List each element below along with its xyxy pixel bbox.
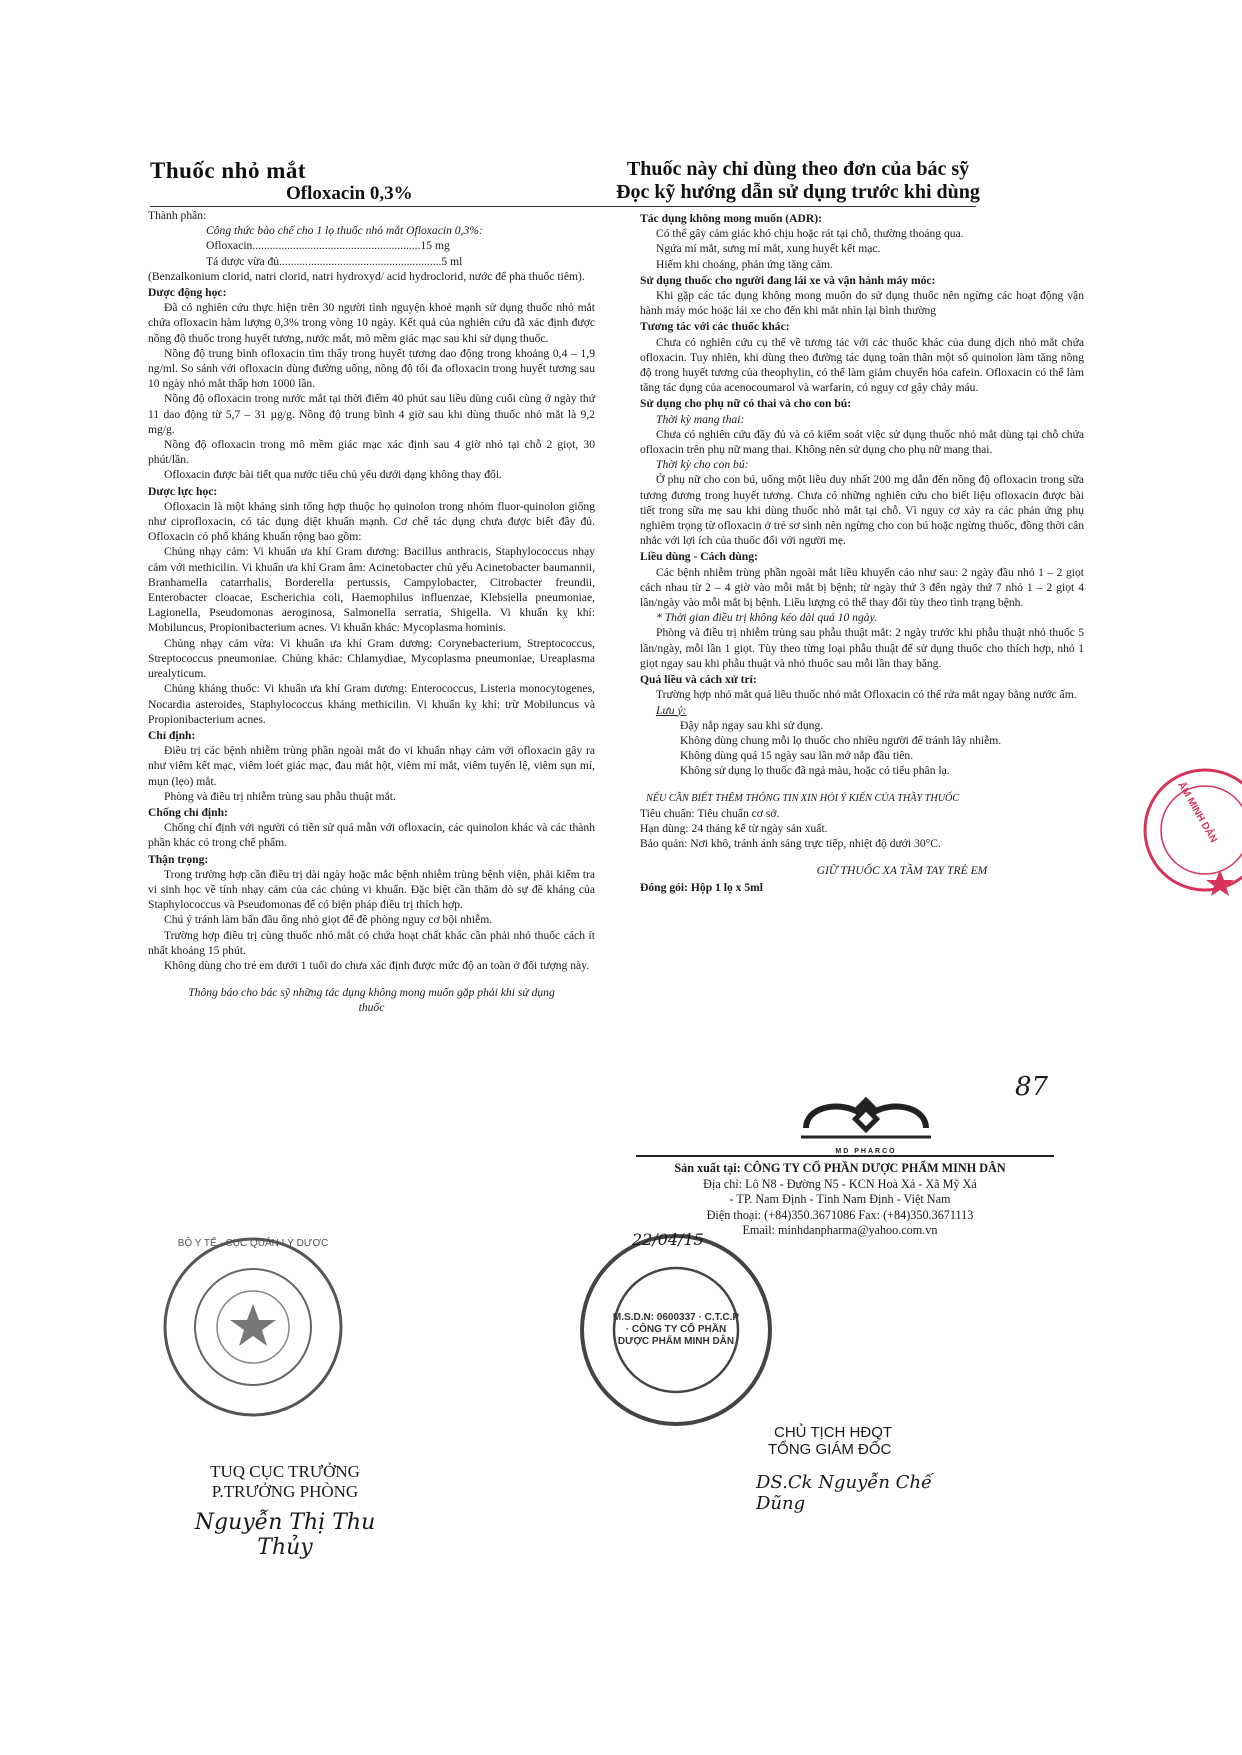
- dosage-paragraph-1: Các bệnh nhiễm trùng phần ngoài mắt liều khuyến cáo như sau: 2 ngày đầu nhỏ 1 – 2 giọt cách nhau từ 2 – 4 giờ vào mỗi mắt bị bệnh; từ ngày thứ 3 đến ngày thứ 7 nhỏ 1 – 2 giọt 4 lần/ngày vào mỗi mắt bị bệnh. Liều lượng có thể thay đổi tùy theo tình trạng bệnh.: [640, 565, 1084, 610]
- precautions-paragraph-2: Chú ý tránh làm bẩn đầu ống nhỏ giọt để đề phòng nguy cơ bội nhiễm.: [164, 913, 493, 927]
- adr-line-1: Có thể gây cảm giác khó chịu hoặc rát tại chỗ, thường thoáng qua.: [656, 227, 964, 241]
- right-signature-block: [756, 1424, 986, 1514]
- pk-paragraph-4: Nồng độ ofloxacin trong mô mềm giác mạc xác định sau 4 giờ nhỏ tại chỗ 2 giọt, 30 phút/lần.: [148, 438, 595, 467]
- composition-heading: Thành phần:: [148, 209, 207, 222]
- pharmacokinetics-heading: Dược động học:: [148, 286, 227, 300]
- right-title-rule: [578, 206, 976, 207]
- adr-heading: Tác dụng không mong muốn (ADR):: [640, 212, 822, 225]
- indications-paragraph-2: Phòng và điều trị nhiễm trùng sau phẫu thuật mắt.: [164, 789, 396, 803]
- keep-away-children: GIỮ THUỐC XA TẦM TAY TRẺ EM: [816, 864, 988, 878]
- manufacturer-email: Email: minhdanpharma@yahoo.com.vn: [742, 1223, 938, 1238]
- left-signer-title-2: P.TRƯỞNG PHÒNG: [211, 1482, 359, 1501]
- right-title-1: Thuốc này chỉ dùng theo đơn của bác sỹ: [626, 158, 970, 180]
- formula-caption: Công thức bào chế cho 1 lọ thuốc nhỏ mắt Ofloxacin 0,3%:: [206, 224, 483, 238]
- ingredient-excipient: Tá dược vừa đủ........................................................5 ml: [206, 254, 463, 268]
- precautions-heading: Thận trọng:: [148, 852, 209, 866]
- ministry-stamp-text: BỘ Y TẾ · CỤC QUẢN LÝ DƯỢC: [177, 1238, 329, 1249]
- left-signature-block: [170, 1462, 400, 1560]
- manufacturer-address-1: Địa chỉ: Lô N8 - Đường N5 - KCN Hoà Xá - Xã Mỹ Xá: [703, 1176, 977, 1191]
- precautions-paragraph-4: Không dùng cho trẻ em dưới 1 tuổi do chưa xác định được mức độ an toàn ở đối tượng này.: [164, 958, 590, 972]
- storage-line: Bảo quản: Nơi khô, tránh ánh sáng trực tiếp, nhiệt độ dưới 30°C.: [640, 837, 941, 851]
- indications-heading: Chỉ định:: [148, 728, 196, 742]
- dosage-duration-note: * Thời gian điều trị không kéo dài quá 10 ngày.: [656, 611, 877, 625]
- interactions-paragraph: Chưa có nghiên cứu cụ thể về tương tác với các thuốc khác của dung dịch nhỏ mắt chứa ofloxacin. Tuy nhiên, khi dùng theo đường tác dụng toàn thân một số quinolon làm tăng nồng độ trong huyết tương của theophylin, có thể làm giảm chuyển hóa cafein. Ofloxacin có thể làm tăng tác dụng của acenocoumarol và warfarin, có nguy cơ gây chảy máu.: [640, 335, 1084, 395]
- contraindications-paragraph: Chống chỉ định với người có tiền sử quá mẫn với ofloxacin, các quinolon khác và các thành phần khác có trong chế phẩm.: [148, 821, 595, 850]
- pk-paragraph-1: Đã có nghiên cứu thực hiện trên 30 người tình nguyện khoẻ mạnh sử dụng thuốc nhỏ mắt chứa ofloxacin hàm lượng 0,3% trong vòng 10 ngày. Kết quả của nghiên cứu đã xác định được nồng độ thuốc trong huyết tương, nước mắt, mô mềm giác mạc sau khi sử dụng thuốc.: [148, 301, 595, 345]
- note-line-4: Không sử dụng lọ thuốc đã ngả màu, hoặc có tiểu phân lạ.: [680, 764, 950, 778]
- ministry-seal-icon: [158, 1232, 348, 1422]
- consult-doctor-note: NẾU CẦN BIẾT THÊM THÔNG TIN XIN HỎI Ý KIẾN CỦA THẦY THUỐC: [646, 792, 960, 804]
- pd-resistant-strains: Chủng kháng thuốc: Vi khuẩn ưa khí Gram dương: Enterococcus, Listeria monocytogenes, Nocardia asteroides, Staphylococcus kháng methicilin. Vi khuẩn kỵ khí: trừ Mobiluncus và Propionibacterium acnes.: [148, 682, 595, 726]
- report-adr-note: Thông báo cho bác sỹ những tác dụng không mong muốn gặp phải khi sử dụng thuốc: [188, 986, 555, 1015]
- manufacturer-name: Sản xuất tại: CÔNG TY CỔ PHẦN DƯỢC PHẨM MINH DÂN: [674, 1161, 1006, 1175]
- pregnancy-heading: Sử dụng cho phụ nữ có thai và cho con bú:: [640, 397, 852, 411]
- left-title-rule: [150, 206, 594, 207]
- overdose-heading: Quá liều và cách xử trí:: [640, 673, 757, 687]
- logo-mark-icon: [796, 1093, 936, 1143]
- overdose-paragraph: Trường hợp nhỏ mắt quá liều thuốc nhỏ mắt Ofloxacin có thể rửa mắt ngay bằng nước ấm.: [656, 688, 1077, 702]
- company-stamp-text: M.S.D.N: 0600337 · C.T.C.P · CÔNG TY CỔ PHẦN DƯỢC PHẨM MINH DÂN: [612, 1312, 740, 1347]
- pk-paragraph-5: Ofloxacin được bài tiết qua nước tiểu chủ yếu dưới dạng không thay đổi.: [164, 468, 502, 482]
- edge-stamp-text: ẨM MINH DÂN: [1175, 780, 1219, 845]
- driving-heading: Sử dụng thuốc cho người đang lái xe và vận hành máy móc:: [640, 273, 936, 287]
- note-line-2: Không dùng chung mỗi lọ thuốc cho nhiều người để tránh lây nhiễm.: [680, 733, 1002, 747]
- pd-moderate-strains: Chủng nhạy cảm vừa: Vi khuẩn ưa khí Gram dương: Corynebacterium, Streptococcus, Streptococcus pneumoniae. Chủng khác: Chlamydiae, Mycoplasma pneumoniae, Ureaplasma urealyticum.: [148, 636, 595, 681]
- ingredient-ofloxacin: Ofloxacin..........................................................15 mg: [206, 239, 450, 253]
- note-line-3: Không dùng quá 15 ngày sau lần mở nắp đầu tiên.: [680, 749, 914, 763]
- right-column: [640, 210, 1084, 895]
- manufacturer-address-2: - TP. Nam Định - Tỉnh Nam Định - Việt Nam: [729, 1192, 951, 1207]
- pregnancy-paragraph: Chưa có nghiên cứu đầy đủ và có kiểm soát việc sử dụng thuốc nhỏ mắt dùng tại chỗ chứa ofloxacin trên phụ nữ mang thai. Không nên sử dụng cho phụ nữ mang thai.: [640, 427, 1084, 457]
- right-signer-title-1: CHỦ TỊCH HĐQT: [774, 1424, 893, 1441]
- dosage-paragraph-2: Phòng và điều trị nhiễm trùng sau phẫu thuật mắt: 2 ngày trước khi phẫu thuật nhỏ thuốc 5 lần/ngày, mỗi lần 1 giọt. Tùy theo từng loại phẫu thuật để sử dụng thuốc cho thích hợp, nhỏ 1 giọt ngay sau khi phẫu thuật và nhỏ thuốc sau mỗi lần thay băng.: [640, 626, 1084, 670]
- pk-paragraph-3: Nồng độ ofloxacin trong nước mắt tại thời điểm 40 phút sau liều dùng cuối cùng ở ngày thứ 11 dao động từ 5,7 – 31 µg/g. Nồng độ trung bình 4 giờ sau khi dùng thuốc nhỏ mắt là 9,2 mg/g.: [148, 392, 595, 436]
- left-column: [148, 208, 595, 1016]
- expiry-line: Hạn dùng: 24 tháng kể từ ngày sản xuất.: [640, 821, 828, 835]
- interactions-heading: Tương tác với các thuốc khác:: [640, 320, 790, 334]
- signature-date: 22/04/15: [632, 1230, 704, 1249]
- manufacturer-rule: [636, 1155, 1054, 1157]
- company-logo: [796, 1093, 936, 1155]
- pd-sensitive-strains: Chủng nhạy cảm: Vi khuẩn ưa khí Gram dương: Bacillus anthracis, Staphylococcus nhạy cảm với methicilin. Vi khuẩn ưa khí Gram âm: Acinetobacter chủ yếu Acinetobacter baumannii, Branhamella catarrhalis, Borderella pertussis, Campylobacter, Citrobacter freundii, Enterobacter cloacae, Escherichia coli, Haemophilus influenzae, Klebsiella pneumoniae, Lagionella, Pseudomonas aeroginosa, Salmonella serratia, Shigella. Vi khuẩn kỵ khí: Mobiluncus, Propionibacterium acnes. Vi khuẩn khác: Mycoplasma hominis.: [148, 545, 595, 635]
- initial-mark: 87: [1015, 1072, 1049, 1102]
- adr-line-2: Ngứa mí mắt, sưng mí mắt, xung huyết kết mạc.: [656, 242, 881, 256]
- pd-paragraph-1: Ofloxacin là một kháng sinh tổng hợp thuộc họ quinolon trong nhóm fluor-quinolon giống như ciprofloxacin, có tác dụng diệt khuẩn mạnh. Cơ chế tác dụng chưa được biết đầy đủ. Ofloxacin có phổ kháng khuẩn rộng bao gồm:: [148, 499, 595, 544]
- packaging-line: Đóng gói: Hộp 1 lọ x 5ml: [640, 880, 764, 894]
- notes-heading: Lưu ý:: [656, 703, 687, 717]
- right-title-2: Đọc kỹ hướng dẫn sử dụng trước khi dùng: [616, 181, 980, 203]
- adr-line-3: Hiếm khi choáng, phản ứng tăng cảm.: [656, 257, 833, 271]
- ministry-stamp: [158, 1232, 348, 1422]
- right-signer-name: DS.Ck Nguyễn Chế Dũng: [756, 1472, 933, 1514]
- left-signer-name: Nguyễn Thị Thu Thủy: [194, 1510, 376, 1560]
- pregnancy-subheading: Thời kỳ mang thai:: [656, 412, 745, 426]
- right-signer-title-2: TỔNG GIÁM ĐỐC: [768, 1441, 892, 1458]
- manufacturer-block: [620, 1160, 1060, 1239]
- logo-wordmark: MD PHARCO: [835, 1148, 897, 1155]
- driving-paragraph: Khi gặp các tác dụng không mong muốn do sử dụng thuốc nên ngừng các hoạt động vận hành máy móc hoặc lái xe cho đến khi mắt nhìn lại bình thường: [640, 289, 1084, 318]
- pk-paragraph-2: Nồng độ trung bình ofloxacin tìm thấy trong huyết tương dao động trong khoảng 0,4 – 1,9 ng/ml. So sánh với ofloxacin dùng đường uống, nồng độ tối đa ofloxacin trong huyết tương sau 10 ngày nhỏ mắt thấp hơn 1000 lần.: [148, 346, 595, 391]
- manufacturer-phone: Điện thoại: (+84)350.3671086 Fax: (+84)350.3671113: [706, 1207, 974, 1222]
- lactation-subheading: Thời kỳ cho con bú:: [656, 458, 749, 472]
- standard-line: Tiêu chuẩn: Tiêu chuẩn cơ sở.: [640, 806, 780, 820]
- edge-stamp: [1120, 760, 1242, 900]
- pharmacodynamics-heading: Dược lực học:: [148, 484, 218, 498]
- left-subtitle: Ofloxacin 0,3%: [286, 183, 413, 204]
- left-signer-title-1: TUQ CỤC TRƯỞNG: [210, 1462, 360, 1481]
- company-stamp: [576, 1230, 776, 1430]
- lactation-paragraph: Ở phụ nữ cho con bú, uống một liều duy nhất 200 mg dẫn đến nồng độ ofloxacin trong sữa tương đương trong huyết tương. Chưa có những nghiên cứu cho biết liệu ofloxacin được bài tiết trong sữa mẹ sau khi dùng thuốc nhỏ mắt tại chỗ. Vì nguy cơ xảy ra các phản ứng phụ nghiêm trọng từ ofloxacin ở trẻ sơ sinh nên ngừng cho con bú hoặc ngừng thuốc, đồng thời cân nhắc với lợi ích của thuốc đối với người mẹ.: [640, 473, 1084, 548]
- dosage-heading: Liều dùng - Cách dùng:: [640, 550, 758, 564]
- precautions-paragraph-3: Trường hợp điều trị cùng thuốc nhỏ mắt có chứa hoạt chất khác cần phải nhỏ thuốc cách ít nhất khoảng 15 phút.: [148, 928, 595, 957]
- precautions-paragraph-1: Trong trường hợp cần điều trị dài ngày hoặc mắc bệnh nhiễm trùng bệnh viện, phải kiểm tra vi sinh học về tính nhạy cảm của các chủng vi khuẩn. Đặc biệt cần thăm dò sự đề kháng của Staphylococcus và Pseudomonas để có biện pháp điều trị thích hợp.: [148, 867, 595, 912]
- indications-paragraph-1: Điều trị các bệnh nhiễm trùng phần ngoài mắt do vi khuẩn nhạy cảm với ofloxacin gây ra như viêm kết mạc, viêm loét giác mạc, đau mắt hột, viêm mí mắt, viêm tuyến lệ, viêm sụn mí, mụn (lẹo) mắt.: [148, 744, 595, 788]
- excipient-list: (Benzalkonium clorid, natri clorid, natri hydroxyd/ acid hydroclorid, nước để pha thuốc tiêm).: [148, 269, 585, 283]
- note-line-1: Đậy nắp ngay sau khi sử dụng.: [680, 718, 824, 732]
- contraindications-heading: Chống chỉ định:: [148, 805, 228, 819]
- left-title: Thuốc nhỏ mắt: [150, 158, 307, 183]
